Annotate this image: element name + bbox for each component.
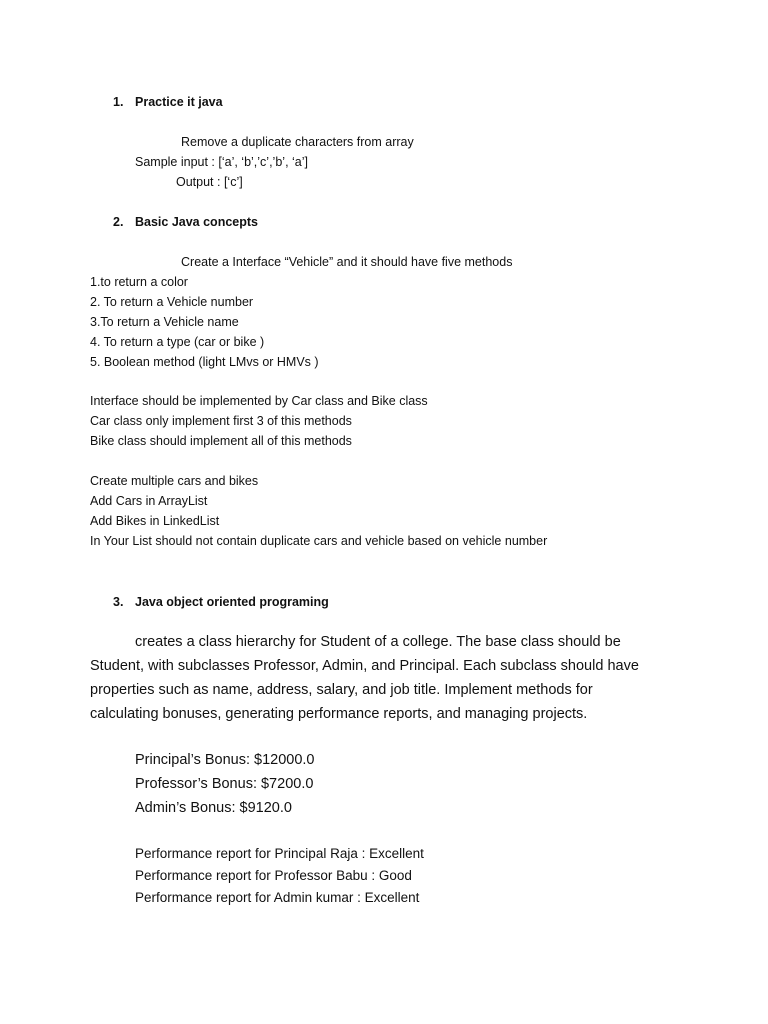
section-1-output: Output : [‘c’] [176, 175, 243, 189]
bonus-line: Admin’s Bonus: $9120.0 [135, 800, 292, 816]
section-2-heading [113, 214, 258, 230]
section-3-heading [113, 594, 329, 610]
section-3-paragraph-text: creates a class hierarchy for Student of a college. The base class should be Student, with subclasses Professor, Admin, and Principal. Each subclass should have properties such as name, address, salary, and job title. Implement methods for calculating bonuses, generating performance reports, and managing projects. [90, 634, 639, 722]
report-line: Performance report for Principal Raja : Excellent [135, 846, 424, 861]
method-item: 1.to return a color [90, 275, 188, 289]
method-item: 2. To return a Vehicle number [90, 295, 254, 309]
section-2-title: Basic Java concepts [135, 215, 258, 229]
section-1-task: Remove a duplicate characters from array [181, 135, 414, 149]
list-note: In Your List should not contain duplicate cars and vehicle based on vehicle number [90, 534, 548, 548]
implementation-note: Car class only implement first 3 of this methods [90, 414, 352, 428]
bonus-line: Principal’s Bonus: $12000.0 [135, 752, 315, 768]
report-line: Performance report for Admin kumar : Excellent [135, 890, 420, 905]
section-3-paragraph [90, 630, 660, 726]
section-1-number: 1. [113, 95, 124, 109]
list-note: Create multiple cars and bikes [90, 474, 259, 488]
method-item: 4. To return a type (car or bike ) [90, 335, 265, 349]
report-line: Performance report for Professor Babu : Good [135, 868, 412, 883]
bonus-line: Professor’s Bonus: $7200.0 [135, 776, 314, 792]
section-3-title: Java object oriented programing [135, 595, 329, 609]
implementation-note: Interface should be implemented by Car class and Bike class [90, 394, 428, 408]
list-note: Add Bikes in LinkedList [90, 514, 220, 528]
section-2-task: Create a Interface “Vehicle” and it should have five methods [181, 255, 513, 269]
section-1-heading [113, 94, 223, 110]
method-item: 3.To return a Vehicle name [90, 315, 239, 329]
implementation-note: Bike class should implement all of this methods [90, 434, 352, 448]
section-1-sample-input: Sample input : [‘a’, ‘b’,’c’,’b’, ‘a’] [135, 155, 308, 169]
section-2-number: 2. [113, 215, 124, 229]
method-item: 5. Boolean method (light LMvs or HMVs ) [90, 355, 319, 369]
list-note: Add Cars in ArrayList [90, 494, 208, 508]
section-1-title: Practice it java [135, 95, 223, 109]
section-3-number: 3. [113, 595, 124, 609]
